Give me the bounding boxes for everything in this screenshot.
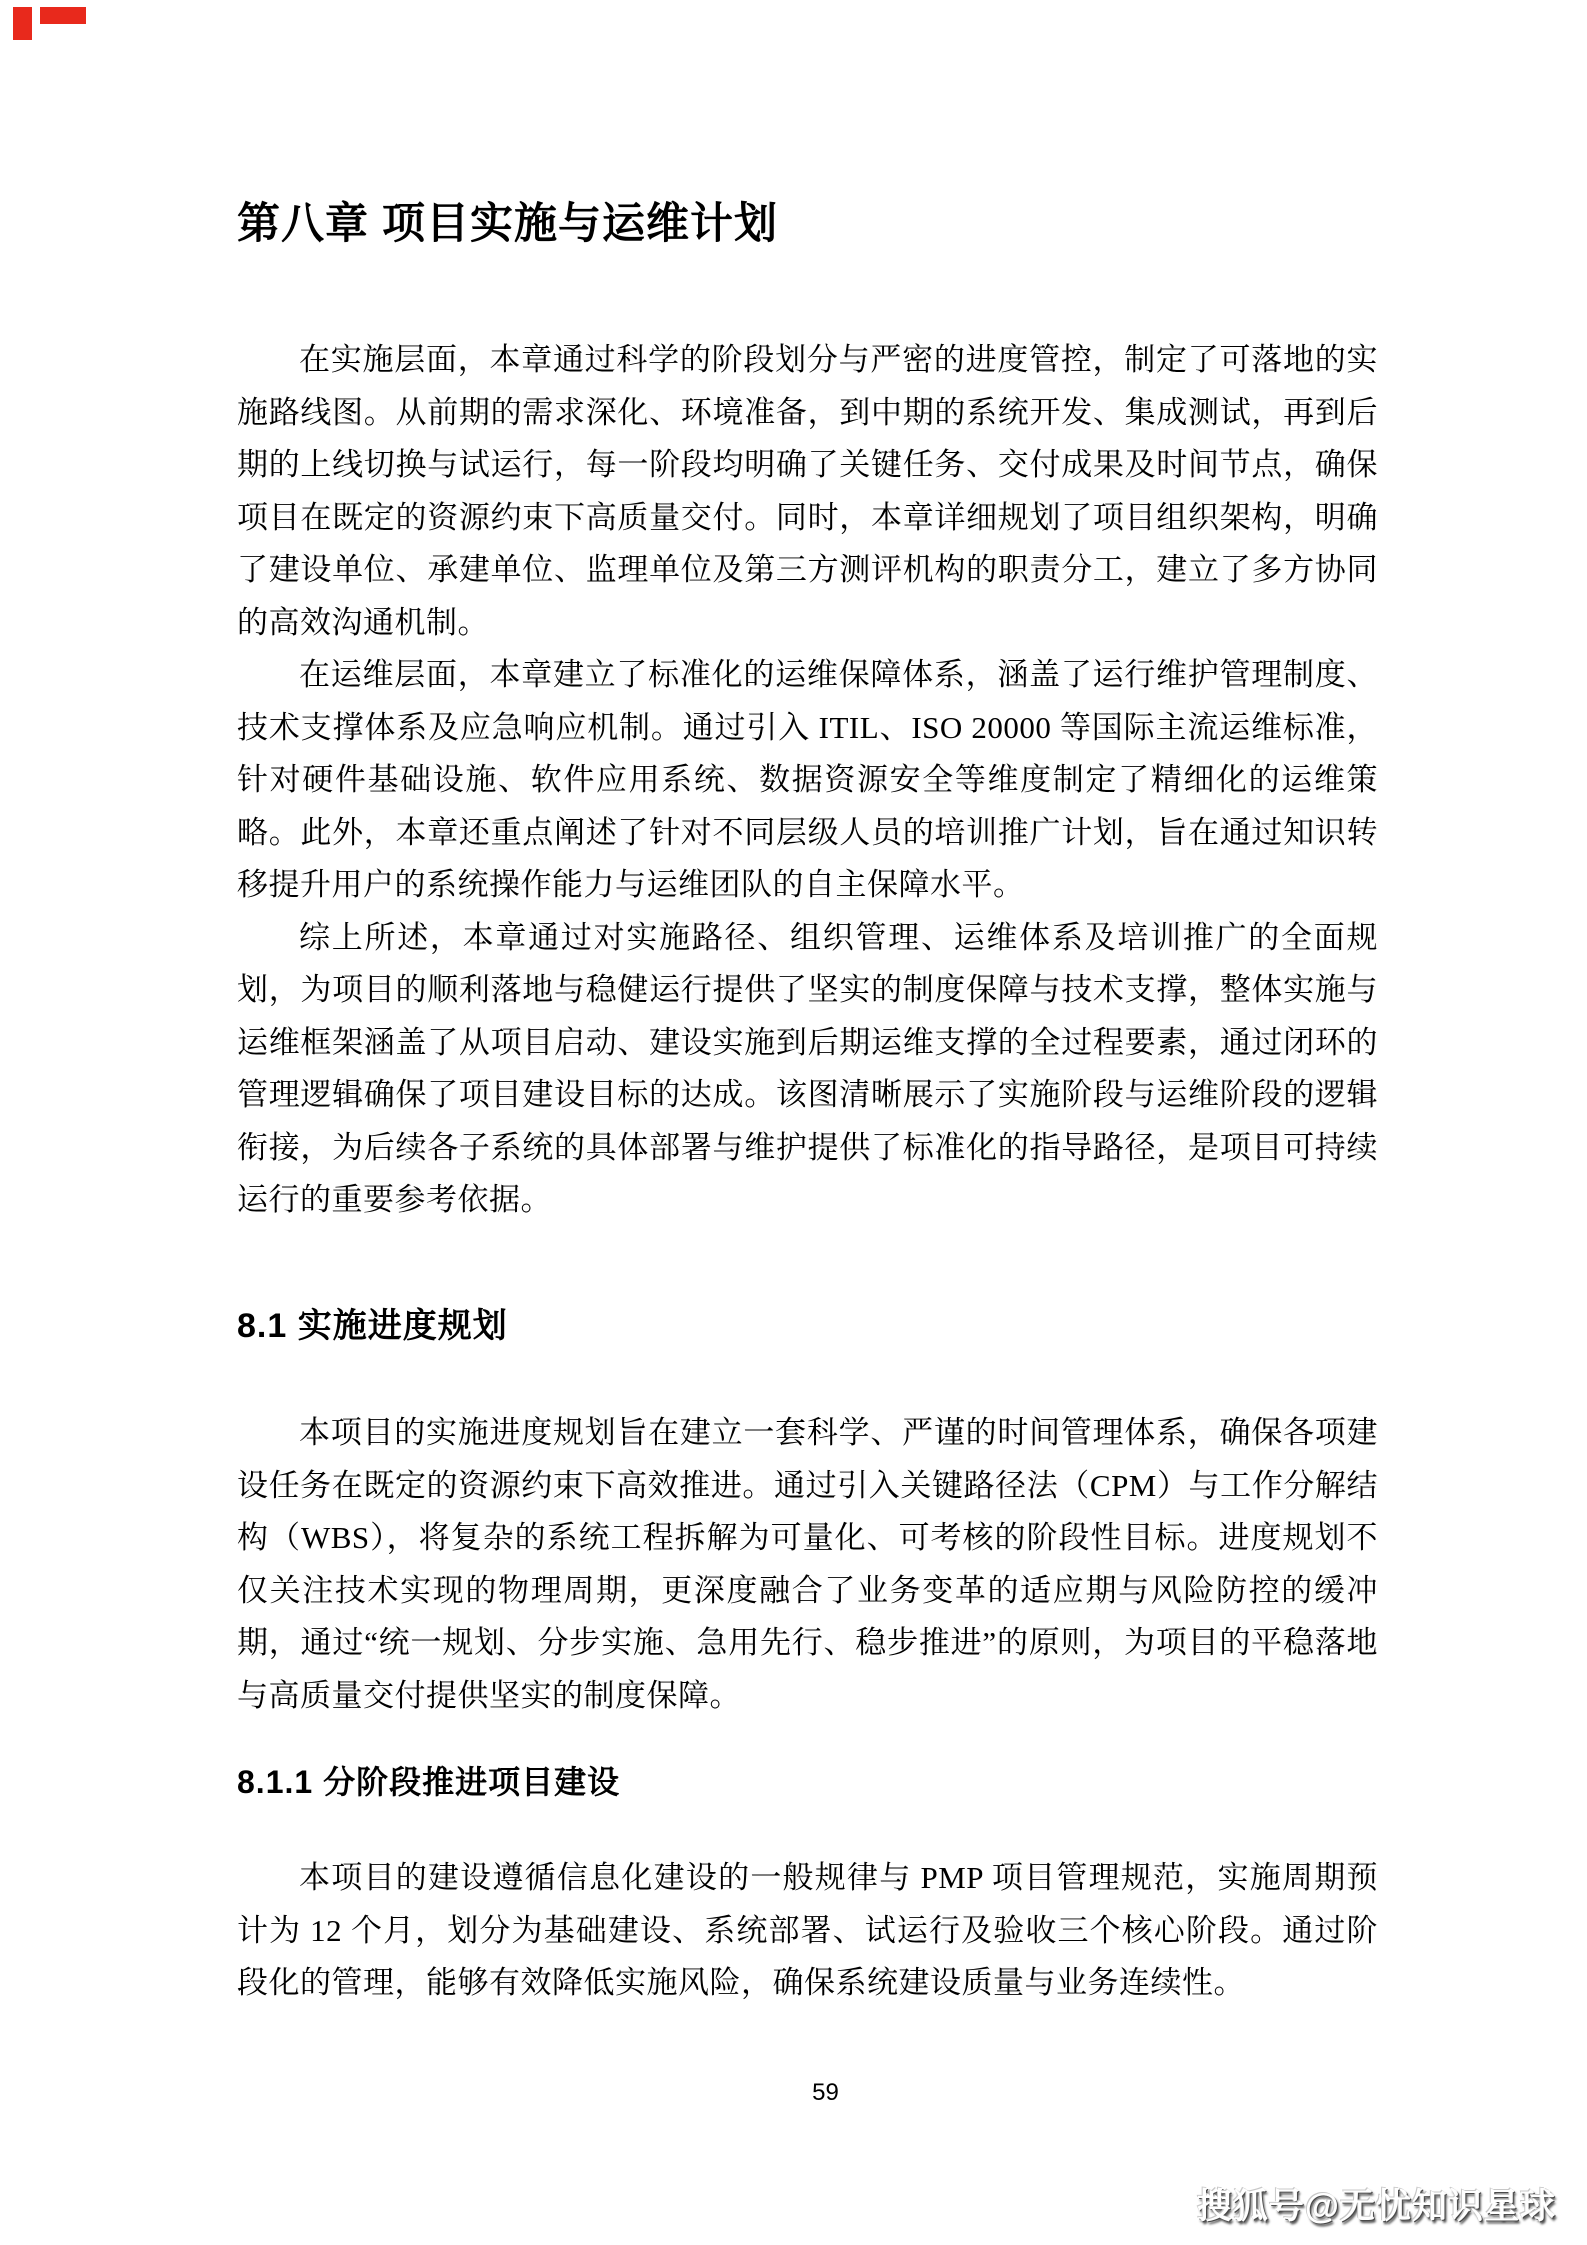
section-8-1-body [237,1407,1378,1722]
watermark-text: 搜狐号@无忧知识星球 [1196,2187,1556,2226]
intro-paragraph-1: 在实施层面，本章通过科学的阶段划分与严密的进度管控，制定了可落地的实施路线图。从前期的需求深化、环境准备，到中期的系统开发、集成测试，再到后期的上线切换与试运行，每一阶段均明确了关键任务、交付成果及时间节点，确保项目在既定的资源约束下高质量交付。同时，本章详细规划了项目组织架构，明确了建设单位、承建单位、监理单位及第三方测评机构的职责分工，建立了多方协同的高效沟通机制。 [237,342,1378,640]
chapter-title: 第八章 项目实施与运维计划 [237,200,778,248]
intro-paragraph-3: 综上所述，本章通过对实施路径、组织管理、运维体系及培训推广的全面规划，为项目的顺利落地与稳健运行提供了坚实的制度保障与技术支撑，整体实施与运维框架涵盖了从项目启动、建设实施到后期运维支撑的全过程要素，通过闭环的管理逻辑确保了项目建设目标的达成。该图清晰展示了实施阶段与运维阶段的逻辑衔接，为后续各子系统的具体部署与维护提供了标准化的指导路径，是项目可持续运行的重要参考依据。 [237,919,1378,1217]
red-corner-mark-horizontal [40,7,86,24]
red-corner-mark-vertical [13,7,32,40]
section-8-1-paragraph: 本项目的实施进度规划旨在建立一套科学、严谨的时间管理体系，确保各项建设任务在既定的资源约束下高效推进。通过引入关键路径法（CPM）与工作分解结构（WBS），将复杂的系统工程拆解为可量化、可考核的阶段性目标。进度规划不仅关注技术实现的物理周期，更深度融合了业务变革的适应期与风险防控的缓冲期，通过“统一规划、分步实施、急用先行、稳步推进”的原则，为项目的平稳落地与高质量交付提供坚实的制度保障。 [237,1415,1378,1713]
section-8-1-heading: 8.1 实施进度规划 [237,1307,508,1345]
page-number: 59 [812,2079,839,2106]
section-8-1-1-body [237,1852,1378,2010]
section-8-1-1-paragraph: 本项目的建设遵循信息化建设的一般规律与 PMP 项目管理规范，实施周期预计为 12 个月，划分为基础建设、系统部署、试运行及验收三个核心阶段。通过阶段化的管理，能够有效降低实施风险，确保系统建设质量与业务连续性。 [237,1860,1378,2000]
chapter-intro [237,334,1378,1227]
intro-paragraph-2: 在运维层面，本章建立了标准化的运维保障体系，涵盖了运行维护管理制度、技术支撑体系及应急响应机制。通过引入 ITIL、ISO 20000 等国际主流运维标准，针对硬件基础设施、软件应用系统、数据资源安全等维度制定了精细化的运维策略。此外，本章还重点阐述了针对不同层级人员的培训推广计划，旨在通过知识转移提升用户的系统操作能力与运维团队的自主保障水平。 [237,657,1378,902]
section-8-1-1-heading: 8.1.1 分阶段推进项目建设 [237,1764,621,1800]
